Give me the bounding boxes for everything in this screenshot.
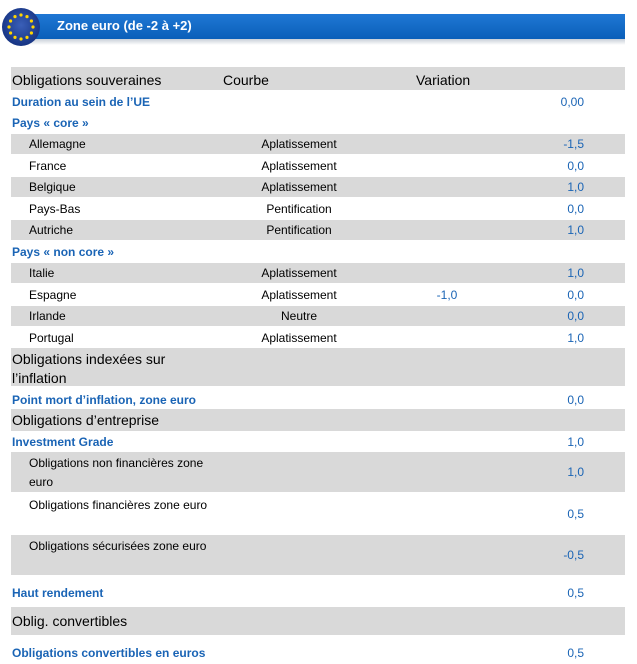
score-value: 0,0 <box>567 288 584 302</box>
table-row <box>11 535 625 575</box>
table-row <box>11 452 625 492</box>
noncore-label: Pays « non core » <box>12 245 115 259</box>
duration-label: Duration au sein de l’UE <box>12 95 151 109</box>
hy-label: Haut rendement <box>12 586 104 600</box>
ig-row <box>11 432 625 452</box>
curve-value: Aplatissement <box>261 137 337 151</box>
curve-value: Aplatissement <box>261 266 337 280</box>
core-label: Pays « core » <box>12 116 89 130</box>
hy-row <box>11 583 625 603</box>
country-name: France <box>29 159 67 173</box>
table-row <box>11 220 625 240</box>
duration-value: 0,00 <box>560 95 584 109</box>
convertibles-label: Obligations convertibles en euros <box>12 646 206 660</box>
corporate-label: Obligations financières zone euro <box>29 498 208 512</box>
header-variation: Variation <box>416 72 471 88</box>
section-banner <box>0 0 637 50</box>
table-row <box>11 263 625 283</box>
header-curve: Courbe <box>223 72 269 88</box>
ig-label: Investment Grade <box>12 435 114 449</box>
duration-row <box>11 92 625 112</box>
corporate-header-label: Obligations d’entreprise <box>12 412 160 428</box>
curve-value: Neutre <box>280 309 318 323</box>
table-row <box>11 177 625 197</box>
core-label-row <box>11 113 625 133</box>
inflation-header <box>11 348 625 386</box>
inflation-value: 0,0 <box>567 393 584 407</box>
curve-value: Aplatissement <box>261 159 337 173</box>
convertibles-header <box>11 607 625 635</box>
score-value: 0,5 <box>567 507 584 521</box>
inflation-header-label: Obligations indexées sur l’inflation <box>12 351 166 386</box>
score-value: 1,0 <box>567 465 584 479</box>
table-header <box>11 67 625 90</box>
country-name: Pays-Bas <box>29 202 81 216</box>
country-name: Autriche <box>29 223 74 237</box>
score-value: 1,0 <box>567 223 584 237</box>
convertibles-header-label: Oblig. convertibles <box>12 613 128 629</box>
noncore-label-row <box>11 242 625 262</box>
curve-value: Pentification <box>266 202 332 216</box>
banner-title: Zone euro (de -2 à +2) <box>57 18 192 33</box>
country-name: Espagne <box>29 288 77 302</box>
curve-value: Aplatissement <box>261 288 337 302</box>
convertibles-row <box>11 643 625 663</box>
curve-value: Aplatissement <box>261 180 337 194</box>
score-value: 0,0 <box>567 309 584 323</box>
score-value: 1,0 <box>567 331 584 345</box>
country-name: Irlande <box>29 309 66 323</box>
table-row <box>11 494 625 534</box>
country-name: Belgique <box>29 180 76 194</box>
table-row <box>11 134 625 154</box>
corporate-header <box>11 409 625 431</box>
country-name: Italie <box>29 266 55 280</box>
table-row <box>11 306 625 326</box>
banner-shadow <box>22 39 625 45</box>
ig-value: 1,0 <box>567 435 584 449</box>
curve-value: Pentification <box>266 223 332 237</box>
country-name: Portugal <box>29 331 74 345</box>
table-row <box>11 199 625 219</box>
inflation-row <box>11 390 625 410</box>
inflation-label: Point mort d’inflation, zone euro <box>12 393 196 407</box>
curve-value: Aplatissement <box>261 331 337 345</box>
score-value: -0,5 <box>563 548 584 562</box>
score-value: 0,0 <box>567 202 584 216</box>
table-row <box>11 156 625 176</box>
convertibles-value: 0,5 <box>567 646 584 660</box>
hy-value: 0,5 <box>567 586 584 600</box>
score-value: 1,0 <box>567 180 584 194</box>
country-name: Allemagne <box>29 137 86 151</box>
variation-value: -1,0 <box>436 288 458 302</box>
corporate-label: Obligations non financières zone euro <box>29 456 204 489</box>
score-value: 1,0 <box>567 266 584 280</box>
header-sovereign: Obligations souveraines <box>12 72 162 88</box>
eu-flag-icon <box>0 6 48 48</box>
score-value: 0,0 <box>567 159 584 173</box>
table-row <box>11 285 625 305</box>
table-row <box>11 328 625 348</box>
score-value: -1,5 <box>563 137 584 151</box>
corporate-label: Obligations sécurisées zone euro <box>29 539 207 553</box>
